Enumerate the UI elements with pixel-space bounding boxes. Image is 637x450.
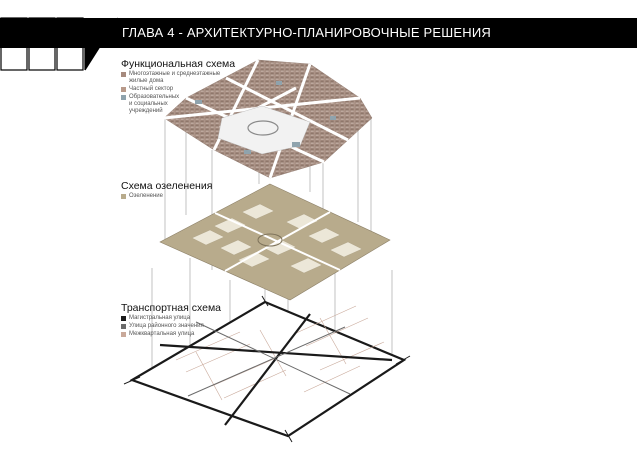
- legend-swatch: [121, 194, 126, 199]
- legend-swatch: [121, 316, 126, 321]
- legend-swatch: [121, 324, 126, 329]
- greening-scheme-legend: [121, 180, 249, 200]
- chapter-title: ГЛАВА 4 - АРХИТЕКТУРНО-ПЛАНИРОВОЧНЫЕ РЕШЕНИЯ: [122, 25, 492, 40]
- legend-swatch: [121, 72, 126, 77]
- legend-item-arterial: Магистральная улица: [121, 315, 249, 322]
- functional-scheme-legend: [121, 58, 235, 115]
- legend-swatch: [121, 87, 126, 92]
- legend-swatch: [121, 332, 126, 337]
- transport-scheme-legend: [121, 302, 249, 338]
- legend-item-private-sector: Частный сектор: [121, 86, 234, 93]
- legend-item-interblock: Межквартальная улица: [121, 331, 249, 338]
- functional-scheme-title: Функциональная схема: [121, 58, 236, 70]
- greening-scheme-layer: [160, 184, 390, 300]
- legend-item-residential: Многоэтажные и среднеэтажные жилые дома: [121, 71, 234, 85]
- legend-item-district: Улица районного значения: [121, 323, 249, 330]
- legend-swatch: [121, 95, 126, 100]
- legend-item-social-institutions: Образовательных и социальных учреждений: [121, 94, 181, 115]
- legend-item-greening: Озеленение: [121, 193, 249, 200]
- transport-scheme-title: Транспортная схема: [121, 302, 222, 314]
- greening-scheme-title: Схема озеленения: [121, 180, 213, 192]
